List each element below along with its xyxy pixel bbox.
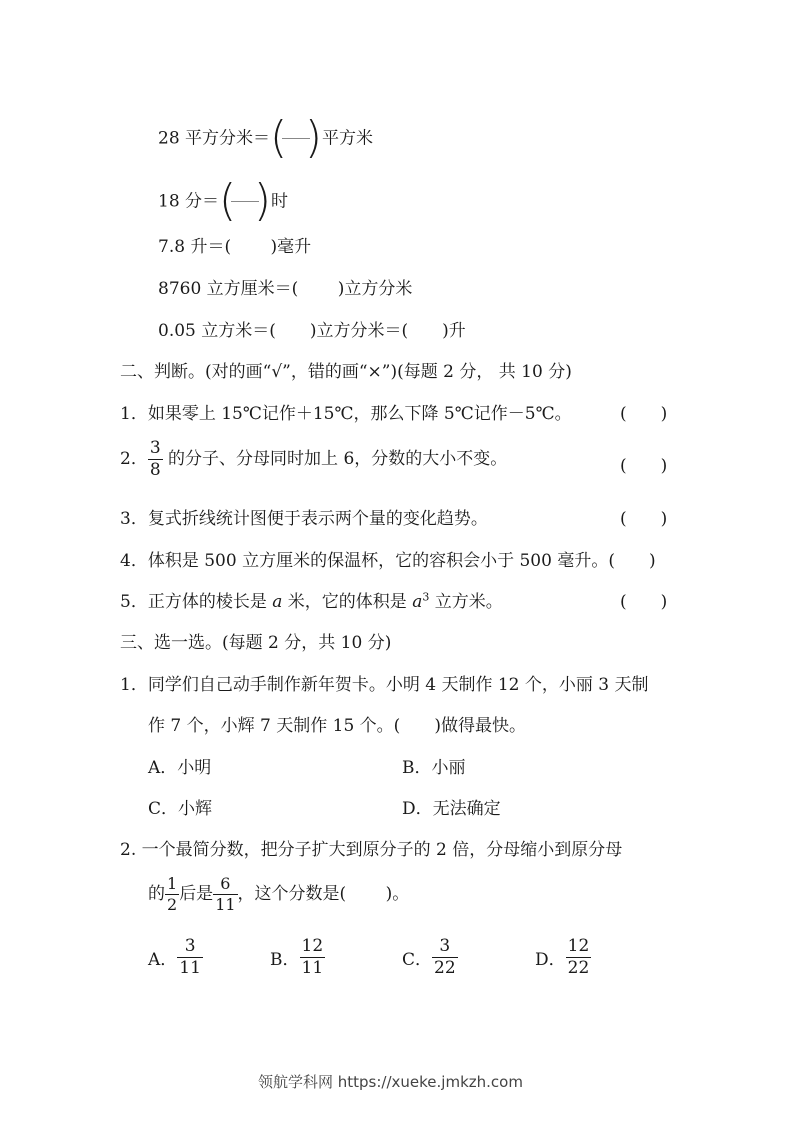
choice-question-2-line-2 [148,876,409,913]
question-text: 立方米。 [429,592,503,612]
numerator: 3 [184,936,196,956]
fraction [213,876,237,913]
conversion-line-2 [158,175,289,226]
option-a[interactable]: A．小明 [148,758,212,778]
conversion-line-5: 0.05 立方米＝( )立方分米＝( )升 [158,321,466,341]
numerator: 3 [149,438,161,458]
answer-paren-3[interactable]: ( ) [620,509,668,529]
numerator: 3 [439,936,451,956]
denominator: 11 [215,895,236,914]
option-c[interactable] [402,938,458,977]
variable: a [412,592,423,612]
option-d[interactable]: D．无法确定 [402,799,501,819]
answer-paren-1[interactable]: ( ) [620,404,668,424]
conversion-right: 平方米 [322,128,374,149]
option-a[interactable] [148,938,203,977]
question-text: 的分子、分母同时加上 6，分数的大小不变。 [162,449,508,469]
question-number: 2． [120,449,148,469]
option-label: B． [270,950,300,970]
option-d[interactable] [535,938,591,977]
judge-question-3: 3．复式折线统计图便于表示两个量的变化趋势。 [120,509,488,529]
numerator: 6 [220,874,231,893]
denominator: 22 [434,958,456,978]
denominator: 22 [567,958,590,978]
option-c[interactable]: C．小辉 [148,799,213,819]
question-text: 米，它的体积是 [282,592,413,612]
answer-paren-5[interactable]: ( ) [620,592,668,612]
answer-paren-2[interactable]: ( ) [620,456,668,476]
judge-question-4: 4．体积是 500 立方厘米的保温杯，它的容积会小于 500 毫升。( ) [120,551,656,571]
option-label: A． [148,950,178,970]
denominator: 11 [301,958,324,978]
page-footer[interactable]: 领航学科网 https://xueke.jmkzh.com [258,1073,523,1091]
fraction [165,876,179,913]
conversion-line-3: 7.8 升＝( )毫升 [158,237,312,257]
question-text: 的 [148,884,165,904]
fraction [148,440,163,479]
denominator: 11 [179,958,201,978]
numerator: 12 [301,936,324,956]
section3-heading: 三、选一选。(每题 2 分，共 10 分) [120,633,392,653]
question-text: 后是 [179,884,214,904]
judge-question-5 [120,587,503,612]
numerator: 1 [167,874,178,893]
fraction [432,938,458,977]
fraction [177,938,203,977]
exponent: 3 [422,590,430,604]
option-b[interactable]: B．小丽 [402,758,466,778]
numerator: 12 [567,936,590,956]
judge-question-2 [120,440,507,479]
question-text: 5．正方体的棱长是 [120,592,273,612]
option-label: D． [535,950,566,970]
denominator: 2 [167,895,178,914]
conversion-left: 28 平方分米＝ [158,128,271,149]
question-text: ，这个分数是( )。 [237,884,410,904]
section2-heading: 二、判断。(对的画“√”，错的画“×”)(每题 2 分， 共 10 分) [120,362,572,382]
variable: a [272,592,283,612]
choice-question-2-line-1: 2. 一个最简分数，把分子扩大到原分子的 2 倍，分母缩小到原分母 [120,840,623,860]
conversion-right: 时 [271,191,289,212]
fraction [566,938,592,977]
choice-question-1-line-2: 作 7 个，小辉 7 天制作 15 个。( )做得最快。 [148,716,526,736]
option-label: C． [402,950,433,970]
option-b[interactable] [270,938,325,977]
judge-question-1: 1．如果零上 15℃记作＋15℃，那么下降 5℃记作－5℃。 [120,404,572,424]
choice-question-1-line-1: 1．同学们自己动手制作新年贺卡。小明 4 天制作 12 个，小丽 3 天制 [120,675,649,695]
fraction-blank[interactable]: ( ) [219,175,272,226]
conversion-line-1 [158,112,374,163]
conversion-line-4: 8760 立方厘米＝( )立方分米 [158,279,413,299]
fraction-blank[interactable]: ( ) [270,112,323,163]
conversion-left: 18 分＝ [158,191,220,212]
denominator: 8 [149,460,161,480]
fraction [300,938,326,977]
